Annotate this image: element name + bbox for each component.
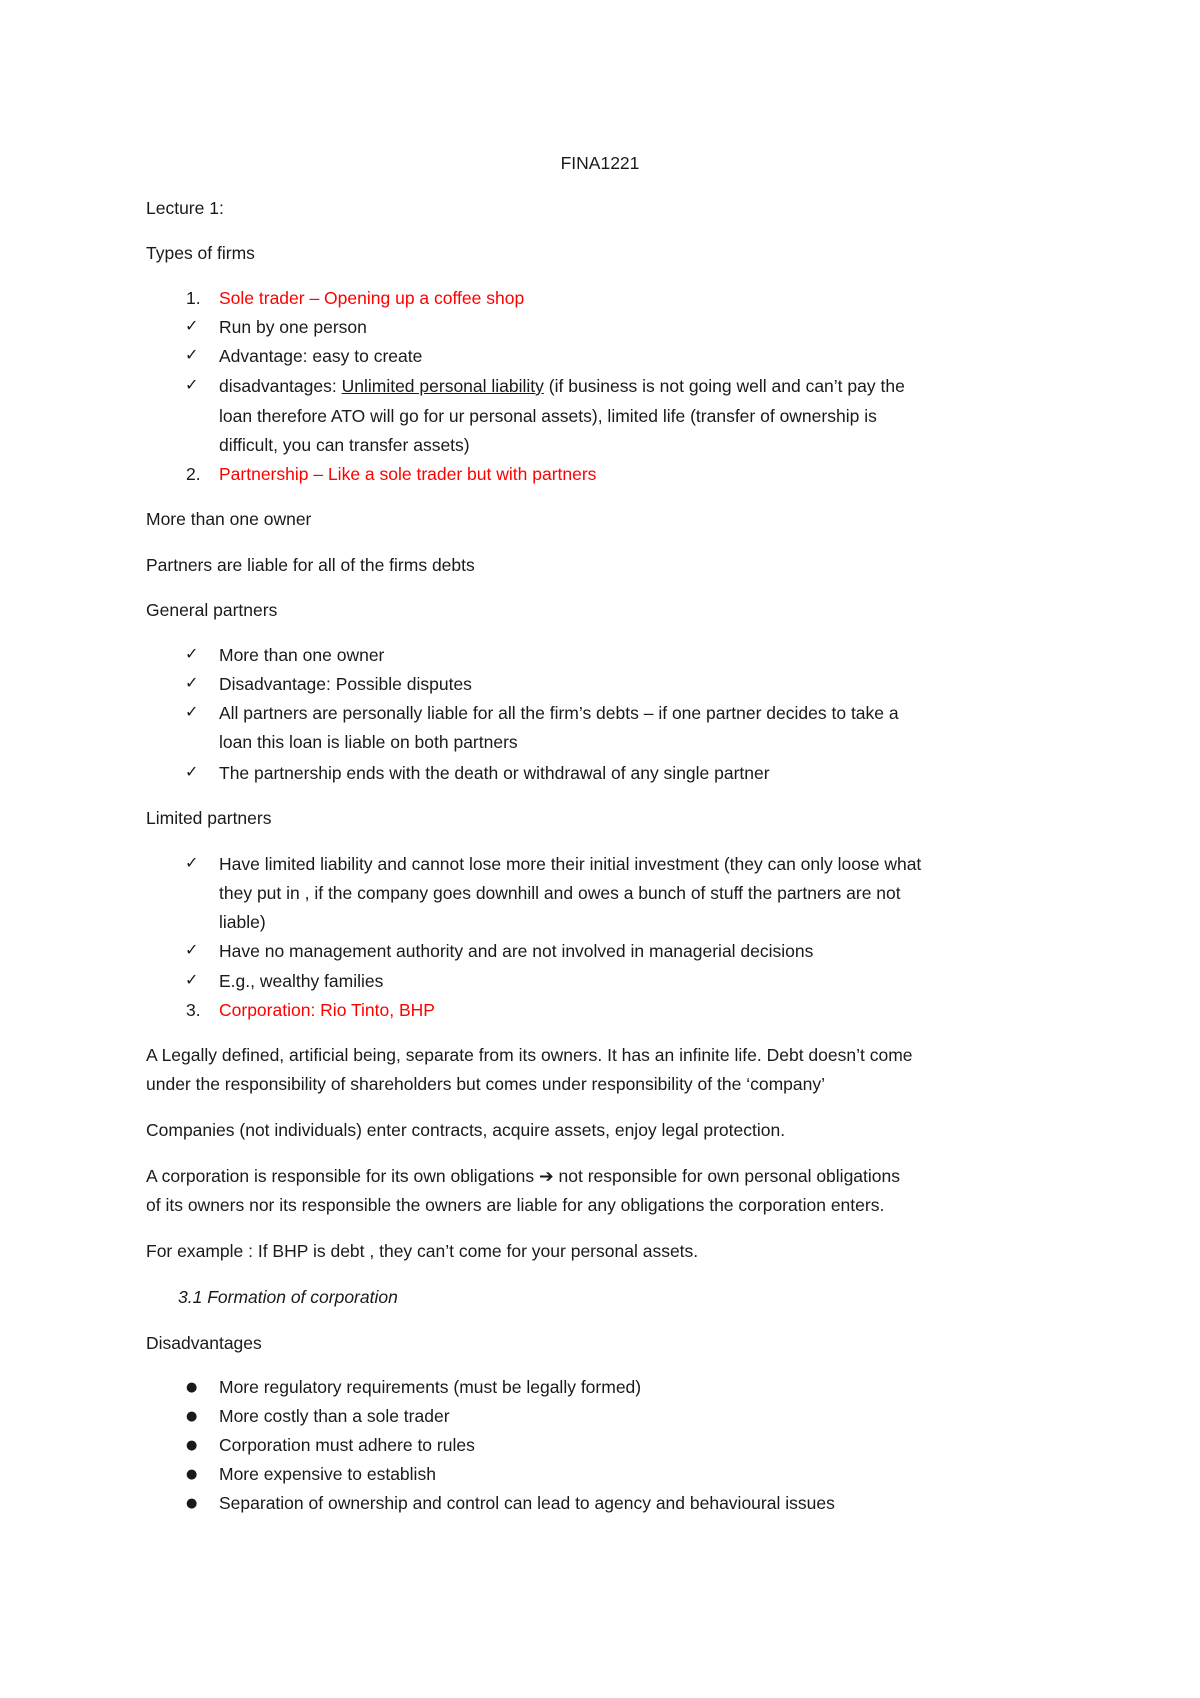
- list-item: [219, 376, 905, 396]
- unlimited-liability-text: Unlimited personal liability: [341, 376, 544, 396]
- checkmark-icon: ✓: [185, 644, 199, 663]
- list-item: Separation of ownership and control can lead to agency and behavioural issues: [219, 1493, 835, 1513]
- list-item-continuation: they put in , if the company goes downhill and owes a bunch of stuff the partners are not: [219, 883, 901, 903]
- formation-heading: 3.1 Formation of corporation: [178, 1287, 398, 1307]
- list-item: Advantage: easy to create: [219, 346, 423, 366]
- document-title: FINA1221: [560, 153, 640, 173]
- list-item: More than one owner: [219, 645, 385, 665]
- bullet-icon: ●: [186, 1496, 198, 1511]
- disadvantages-rest: (if business is not going well and can’t pay the: [543, 376, 905, 396]
- list-item: Have no management authority and are not involved in managerial decisions: [219, 941, 814, 961]
- list-item: E.g., wealthy families: [219, 971, 384, 991]
- checkmark-icon: ✓: [185, 940, 199, 959]
- types-heading: Types of firms: [146, 243, 255, 263]
- list-item: All partners are personally liable for all the firm’s debts – if one partner decides to take a: [219, 703, 899, 723]
- list-item-continuation: loan therefore ATO will go for ur personal assets), limited life (transfer of ownership is: [219, 406, 877, 426]
- list-item: More regulatory requirements (must be legally formed): [219, 1377, 642, 1397]
- paragraph-text: not responsible for own personal obligations: [553, 1166, 900, 1186]
- list-number-1: 1.: [186, 288, 201, 308]
- checkmark-icon: ✓: [185, 673, 199, 692]
- bullet-icon: ●: [186, 1438, 198, 1453]
- right-arrow-icon: ➔: [539, 1167, 554, 1187]
- list-number-2: 2.: [186, 464, 201, 484]
- checkmark-icon: ✓: [185, 853, 199, 872]
- list-item: Disadvantage: Possible disputes: [219, 674, 472, 694]
- list-item: Corporation must adhere to rules: [219, 1435, 475, 1455]
- paragraph: Partners are liable for all of the firms debts: [146, 555, 475, 575]
- partnership-heading: Partnership – Like a sole trader but with partners: [219, 464, 597, 484]
- paragraph-continuation: under the responsibility of shareholders but comes under responsibility of the ‘company’: [146, 1074, 825, 1094]
- checkmark-icon: ✓: [185, 702, 199, 721]
- corporation-heading: Corporation: Rio Tinto, BHP: [219, 1000, 435, 1020]
- list-item: More expensive to establish: [219, 1464, 436, 1484]
- list-item: Run by one person: [219, 317, 367, 337]
- paragraph: For example : If BHP is debt , they can’t come for your personal assets.: [146, 1241, 699, 1261]
- list-number-3: 3.: [186, 1000, 201, 1020]
- checkmark-icon: ✓: [185, 970, 199, 989]
- general-partners-heading: General partners: [146, 600, 278, 620]
- paragraph-continuation: of its owners nor its responsible the owners are liable for any obligations the corporation enters.: [146, 1195, 885, 1215]
- disadvantages-heading: Disadvantages: [146, 1333, 262, 1353]
- list-item-continuation: difficult, you can transfer assets): [219, 435, 470, 455]
- sole-trader-heading: Sole trader – Opening up a coffee shop: [219, 288, 525, 308]
- list-item-continuation: loan this loan is liable on both partners: [219, 732, 518, 752]
- list-item: Have limited liability and cannot lose more their initial investment (they can only loose what: [219, 854, 922, 874]
- checkmark-icon: ✓: [185, 375, 199, 394]
- checkmark-icon: ✓: [185, 316, 199, 335]
- list-item-continuation: liable): [219, 912, 266, 932]
- lecture-label: Lecture 1:: [146, 198, 224, 218]
- list-item: The partnership ends with the death or withdrawal of any single partner: [219, 763, 770, 783]
- paragraph: [146, 1166, 900, 1187]
- paragraph: A Legally defined, artificial being, separate from its owners. It has an infinite life. Debt doesn’t come: [146, 1045, 913, 1065]
- paragraph: Companies (not individuals) enter contracts, acquire assets, enjoy legal protection.: [146, 1120, 786, 1140]
- bullet-icon: ●: [186, 1380, 198, 1395]
- list-item: More costly than a sole trader: [219, 1406, 450, 1426]
- paragraph: More than one owner: [146, 509, 312, 529]
- bullet-icon: ●: [186, 1467, 198, 1482]
- paragraph-text: A corporation is responsible for its own obligations: [146, 1166, 539, 1186]
- limited-partners-heading: Limited partners: [146, 808, 272, 828]
- bullet-icon: ●: [186, 1409, 198, 1424]
- checkmark-icon: ✓: [185, 345, 199, 364]
- disadvantages-prefix: disadvantages:: [219, 376, 342, 396]
- checkmark-icon: ✓: [185, 762, 199, 781]
